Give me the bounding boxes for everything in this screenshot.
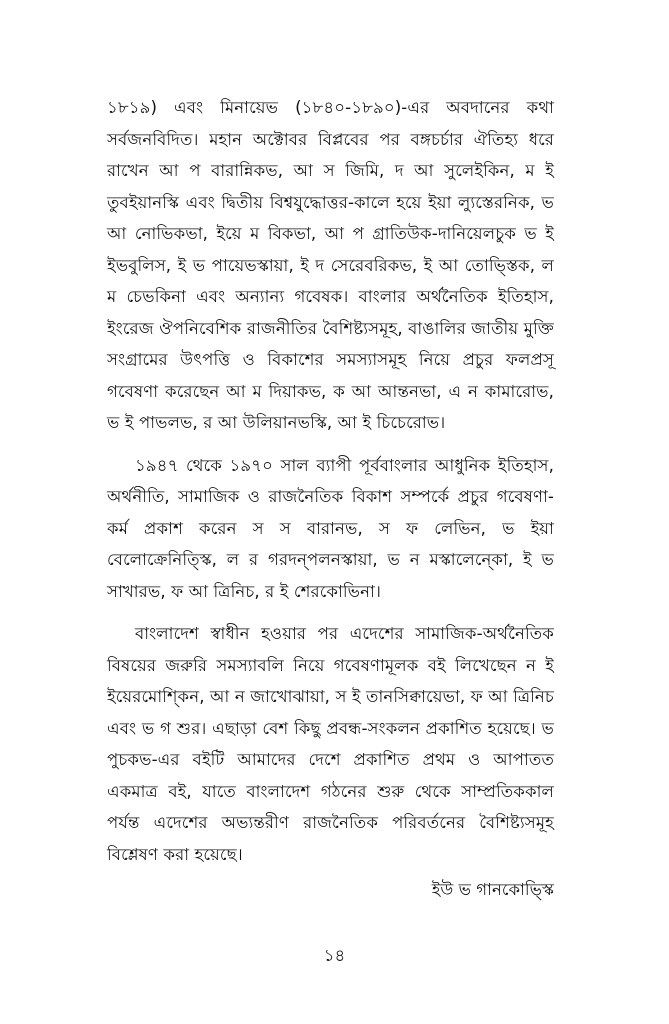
page-number: ১৪ <box>323 946 346 965</box>
author-signature: ইউ ভ গানকোভ্স্কি <box>431 880 554 899</box>
body-text <box>107 92 554 905</box>
paragraph-3: বাংলাদেশ স্বাধীন হওয়ার পর এদেশের সামাজিক-অর্থনৈতিক বিষয়ের জরুরি সমস্যাবলি নিয়ে গবেষণামূলক বই লিখেছেন ন ই ইয়েরমোশ্কিন, আ ন জাখোঝায়া, স ই তানসিক্বায়েভা, ফ আ ত্রিনিচ এবং ভ গ শুর। এছাড়া বেশ কিছু প্রবন্ধ-সংকলন প্রকাশিত হয়েছে। ভ পুচকভ-এর বইটি আমাদের দেশে প্রকাশিত প্রথম ও আপাতত একমাত্র বই, যাতে বাংলাদেশ গঠনের শুরু থেকে সাম্প্রতিককাল পর্যন্ত এদেশের অভ্যন্তরীণ রাজনৈতিক পরিবর্তনের বৈশিষ্ট্যসমূহ বিশ্লেষণ করা হয়েছে। <box>107 624 554 864</box>
paragraph-1: ১৮১৯) এবং মিনায়েভ (১৮৪০-১৮৯০)-এর অবদানের কথা সর্বজনবিদিত। মহান অক্টোবর বিপ্লবের পর বঙ্গচর্চার ঐতিহ্য ধরে রাখেন আ প বারান্নিকভ, আ স জিমি, দ আ সুলেইকিন, ম ই তুবইয়ানস্কি এবং দ্বিতীয় বিশ্বযুদ্ধোত্তর-কালে হয়ে ইয়া ল্যুস্তেরনিক, ভ আ নোভিকভা, ইয়ে ম বিকভা, আ প গ্রাতিউক-দানিয়েলচুক ভ ই ইভবুলিস, ই ভ পায়েভস্কায়া, ই দ সেরেবরিকভ, ই আ তোভ্স্তিক, ল ম চেভকিনা এবং অন্যান্য গবেষক। বাংলার অর্থনৈতিক ইতিহাস, ইংরেজ ঔপনিবেশিক রাজনীতির বৈশিষ্ট্যসমূহ, বাঙালির জাতীয় মুক্তি সংগ্রামের উৎপত্তি ও বিকাশের সমস্যাসমূহ নিয়ে প্রচুর ফলপ্রসূ গবেষণা করেছেন আ ম দিয়াকভ, ক আ আন্তনভা, এ ন কামারোভ, ভ ই পাভলভ, র আ উলিয়ানভস্কি, আ ই চিচেরোভ। <box>107 98 554 432</box>
paragraph-2: ১৯৪৭ থেকে ১৯৭০ সাল ব্যাপী পূর্ববাংলার আধুনিক ইতিহাস, অর্থনীতি, সামাজিক ও রাজনৈতিক বিকাশ সম্পর্কে প্রচুর গবেষণা-কর্ম প্রকাশ করেন স স বারানভ, স ফ লেভিন, ভ ইয়া বেলোক্রেনিত্স্কি, ল র গরদন্পলনস্কায়া, ভ ন মস্কালেন্কো, ই ভ সাখারভ, ফ আ ত্রিনিচ, র ই শেরকোভিনা। <box>107 455 554 601</box>
